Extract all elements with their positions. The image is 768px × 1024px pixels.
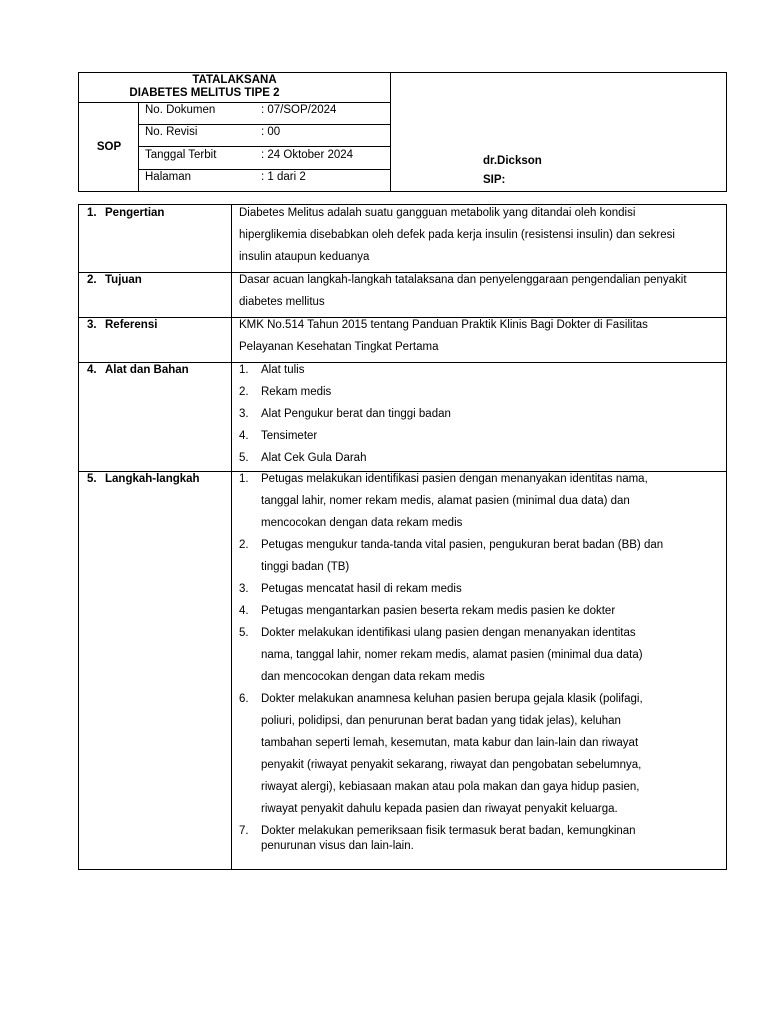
section-title: Pengertian	[105, 207, 165, 219]
section-number: 4.	[87, 364, 97, 376]
text-line: hiperglikemia disebabkan oleh defek pada kerja insulin (resistensi insulin) dan sekresi	[239, 229, 675, 241]
text-line: Petugas melakukan identifikasi pasien dengan menanyakan identitas nama,	[261, 473, 648, 485]
meta-value: : 24 Oktober 2024	[261, 149, 354, 161]
meta-value: : 07/SOP/2024	[261, 104, 337, 116]
sip-label: SIP:	[483, 174, 506, 186]
text-line: Pelayanan Kesehatan Tingkat Pertama	[239, 341, 439, 353]
item-text: Alat tulis	[261, 364, 305, 376]
item-number: 4.	[239, 605, 249, 617]
section-number: 1.	[87, 207, 97, 219]
text-line: Petugas mengantarkan pasien beserta rekam medis pasien ke dokter	[261, 605, 616, 617]
list-item	[239, 600, 719, 622]
section-body-referensi	[239, 314, 719, 358]
list-item	[239, 578, 719, 600]
text-line: dan mencocokan dengan data rekam medis	[261, 671, 485, 683]
item-number: 1.	[239, 473, 249, 485]
item-number: 2.	[239, 386, 249, 398]
list-item	[239, 534, 719, 578]
text-line: penyakit (riwayat penyakit sekarang, riwayat dan pengobatan sebelumnya,	[261, 759, 642, 771]
meta-rule	[139, 146, 390, 147]
section-number: 2.	[87, 274, 97, 286]
item-number: 7.	[239, 825, 249, 837]
item-number: 5.	[239, 627, 249, 639]
item-number: 3.	[239, 583, 249, 595]
item-text: Tensimeter	[261, 430, 318, 442]
title-line-1: TATALAKSANA	[192, 74, 277, 86]
section-body-tujuan	[239, 269, 719, 313]
section-number: 5.	[87, 473, 97, 485]
section-title-tujuan	[87, 274, 142, 286]
item-number: 4.	[239, 430, 249, 442]
section-title-pengertian	[87, 207, 164, 219]
text-line: tanggal lahir, nomer rekam medis, alamat pasien (minimal dua data) dan	[261, 495, 630, 507]
item-text: Rekam medis	[261, 386, 332, 398]
list-item	[239, 403, 719, 425]
meta-label: No. Revisi	[145, 126, 198, 138]
text-line: riwayat penyakit dahulu kepada pasien dan riwayat penyakit keluarga.	[261, 803, 618, 815]
section-title-referensi	[87, 319, 157, 331]
list-item	[239, 359, 719, 381]
column-divider	[231, 205, 232, 869]
meta-label: Tanggal Terbit	[145, 149, 217, 161]
section-title: Langkah-langkah	[105, 473, 200, 485]
item-number: 3.	[239, 408, 249, 420]
section-title: Tujuan	[105, 274, 142, 286]
list-item	[239, 447, 719, 469]
text-line: tinggi badan (TB)	[261, 561, 350, 573]
alat-list	[239, 359, 719, 469]
meta-label: Halaman	[145, 171, 192, 183]
sop-header	[78, 72, 727, 192]
list-item	[239, 622, 719, 688]
meta-rule	[139, 169, 390, 170]
text-line: Dokter melakukan anamnesa keluhan pasien berupa gejala klasik (polifagi,	[261, 693, 643, 705]
header-divider	[390, 73, 391, 191]
section-number: 3.	[87, 319, 97, 331]
text-line: mencocokan dengan data rekam medis	[261, 517, 463, 529]
section-body-pengertian	[239, 202, 719, 268]
item-number: 5.	[239, 452, 249, 464]
text-line: Dokter melakukan pemeriksaan fisik termasuk berat badan, kemungkinan	[261, 825, 636, 837]
section-title-langkah-langkah	[87, 473, 200, 485]
item-number: 1.	[239, 364, 249, 376]
text-line: penurunan visus dan lain-lain.	[261, 840, 414, 852]
item-text: Alat Pengukur berat dan tinggi badan	[261, 408, 451, 420]
title-line-2: DIABETES MELITUS TIPE 2	[129, 87, 280, 99]
list-item	[239, 381, 719, 403]
text-line: Dasar acuan langkah-langkah tatalaksana dan penyelenggaraan pengendalian penyakit	[239, 274, 687, 286]
text-line: diabetes mellitus	[239, 296, 325, 308]
item-number: 6.	[239, 693, 249, 705]
text-line: Diabetes Melitus adalah suatu gangguan metabolik yang ditandai oleh kondisi	[239, 207, 636, 219]
list-item	[239, 425, 719, 447]
document-title	[79, 73, 390, 100]
text-line: KMK No.514 Tahun 2015 tentang Panduan Praktik Klinis Bagi Dokter di Fasilitas	[239, 319, 648, 331]
sop-label: SOP	[96, 141, 122, 153]
langkah-list	[239, 468, 719, 854]
text-line: insulin ataupun keduanya	[239, 251, 370, 263]
doctor-signature-block	[483, 152, 542, 190]
text-line: nama, tanggal lahir, nomer rekam medis, alamat pasien (minimal dua data)	[261, 649, 643, 661]
text-line: Petugas mencatat hasil di rekam medis	[261, 583, 462, 595]
text-line: riwayat alergi), kebiasaan makan atau pola makan dan gaya hidup pasien,	[261, 781, 640, 793]
item-number: 2.	[239, 539, 249, 551]
meta-label: No. Dokumen	[145, 104, 216, 116]
text-line: poliuri, polidipsi, dan penurunan berat badan yang tidak jelas), keluhan	[261, 715, 621, 727]
text-line: Dokter melakukan identifikasi ulang pasien dengan menanyakan identitas	[261, 627, 636, 639]
item-text: Alat Cek Gula Darah	[261, 452, 367, 464]
section-title-alat-dan-bahan	[87, 364, 189, 376]
meta-value: : 00	[261, 126, 281, 138]
text-line: Petugas mengukur tanda-tanda vital pasien, pengukuran berat badan (BB) dan	[261, 539, 664, 551]
section-title: Referensi	[105, 319, 158, 331]
meta-value: : 1 dari 2	[261, 171, 306, 183]
list-item	[239, 688, 719, 820]
sop-content-table	[78, 204, 727, 870]
section-title: Alat dan Bahan	[105, 364, 189, 376]
list-item	[239, 468, 719, 534]
text-line: tambahan seperti lemah, kesemutan, mata kabur dan lain-lain dan riwayat	[261, 737, 639, 749]
meta-rule	[139, 124, 390, 125]
list-item	[239, 820, 719, 854]
doctor-name: dr.Dickson	[483, 155, 542, 167]
